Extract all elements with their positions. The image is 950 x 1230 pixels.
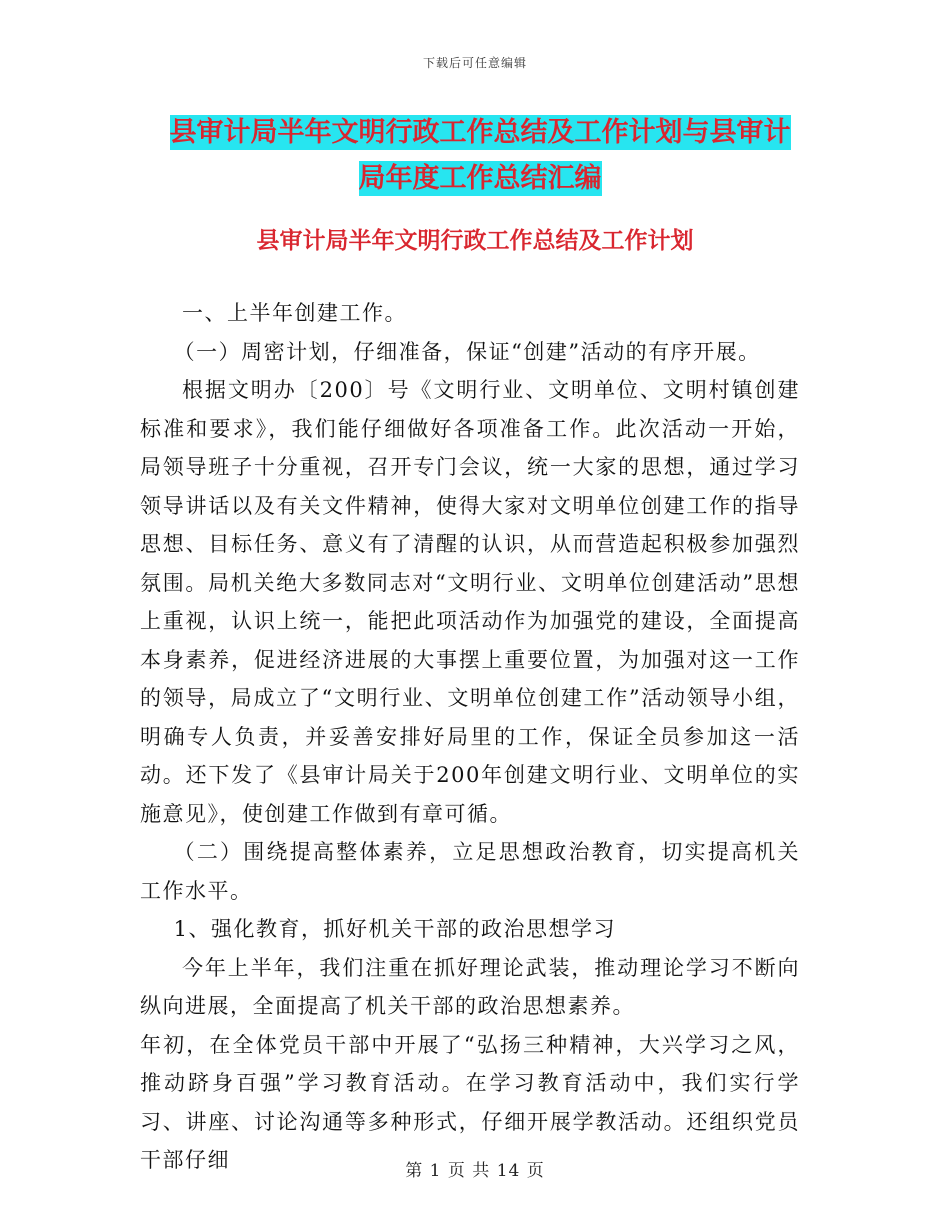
page-number: 第 1 页 共 14 页 [405, 1161, 545, 1181]
paragraph-body-3: 年初，在全体党员干部中开展了“弘扬三种精神，大兴学习之风，推动跻身百强”学习教育活动。在学习教育活动中，我们实行学习、讲座、讨论沟通等多种形式，仔细开展学教活动。还组织党员干部仔细 [140, 1032, 800, 1172]
paragraph-item-1: 1、强化教育，抓好机关干部的政治思想学习 [173, 917, 616, 941]
body-text [140, 294, 800, 1180]
header-note: 下载后可任意编辑 [422, 56, 527, 70]
title-line-2: 局年度工作总结汇编 [358, 163, 602, 194]
document-title [140, 110, 820, 202]
paragraph-subheading-1: （一）周密计划，仔细准备，保证“创建”活动的有序开展。 [173, 339, 761, 364]
paragraph-body-1: 根据文明办〔200〕号《文明行业、文明单位、文明村镇创建标准和要求》，我们能仔细做好各项准备工作。此次活动一开始，局领导班子十分重视，召开专门会议，统一大家的思想，通过学习领导讲话以及有关文件精神，使得大家对文明单位创建工作的指导思想、目标任务、意义有了清醒的认识，从而营造起积极参加强烈氛围。局机关绝大多数同志对“文明行业、文明单位创建活动”思想上重视，认识上统一，能把此项活动作为加强党的建设，全面提高本身素养，促进经济进展的大事摆上重要位置，为加强对这一工作的领导，局成立了“文明行业、文明单位创建工作”活动领导小组，明确专人负责，并妥善安排好局里的工作，保证全员参加这一活动。还下发了《县审计局关于200年创建文明行业、文明单位的实施意见》，使创建工作做到有章可循。 [140, 378, 800, 826]
section-title: 县审计局半年文明行政工作总结及工作计划 [256, 228, 694, 254]
paragraph-heading-1: 一、上半年创建工作。 [182, 301, 407, 325]
paragraph-subheading-2: （二）围绕提高整体素养，立足思想政治教育，切实提高机关工作水平。 [140, 840, 800, 903]
title-line-1: 县审计局半年文明行政工作总结及工作计划与县审计 [169, 117, 791, 148]
paragraph-body-2: 今年上半年，我们注重在抓好理论武装，推动理论学习不断向纵向进展，全面提高了机关干部的政治思想素养。 [140, 955, 800, 1018]
